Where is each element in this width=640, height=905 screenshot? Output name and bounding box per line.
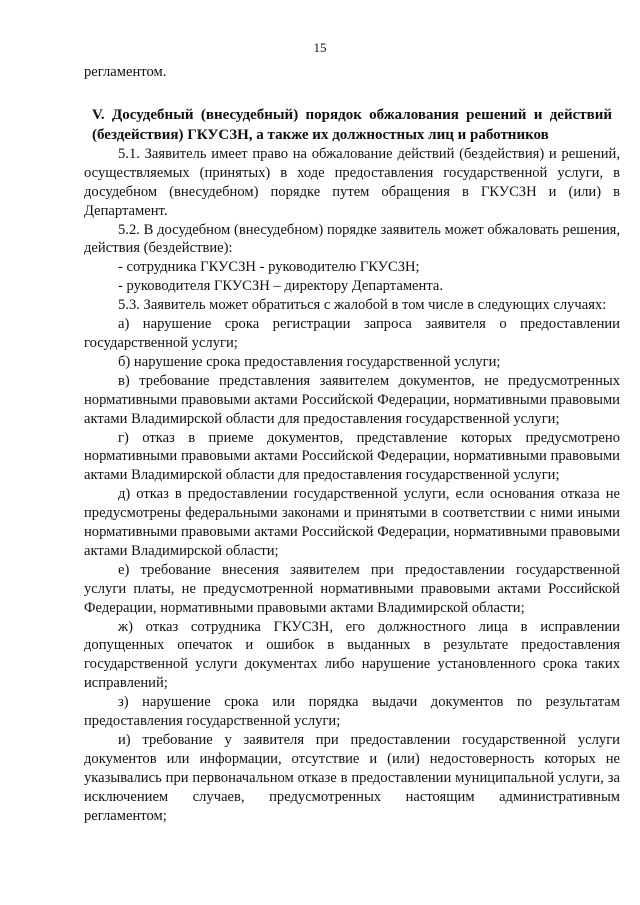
paragraph-5-1: 5.1. Заявитель имеет право на обжалование действий (бездействия) и решений, осуществляемых (принятых) в ходе предоставления государственной услуги, в досудебном (внесудебном) порядке путем обращения в ГКУСЗН и (или) в Департамент. (84, 145, 620, 219)
list-item-b: б) нарушение срока предоставления государственной услуги; (118, 353, 501, 370)
list-item-a: а) нарушение срока регистрации запроса заявителя о предоставлении государственной услуги; (84, 316, 620, 351)
list-item-g: г) отказ в приеме документов, представление которых предусмотрено нормативными правовыми актами Российской Федерации, нормативными правовыми актами Владимирской области для предоставления государственной услуги; (84, 429, 620, 484)
list-item-i: и) требование у заявителя при предоставлении государственной услуги документов или информации, отсутствие и (или) недостоверность которых не указывались при первоначальном отказе в предоставлении муниципальной услуги, за исключением случаев, предусмотренных настоящим административным регламентом; (84, 732, 620, 824)
section-heading: V. Досудебный (внесудебный) порядок обжалования решений и действий (бездействия) ГКУСЗН, а также их должностных лиц и работников (92, 106, 612, 143)
list-item-z: з) нарушение срока или порядка выдачи документов по результатам предоставления государственной услуги; (84, 694, 620, 730)
paragraph-5-2-dash-2: - руководителя ГКУСЗН – директору Департамента. (118, 278, 444, 295)
page-number: 15 (313, 40, 327, 55)
list-item-v: в) требование представления заявителем документов, не предусмотренных нормативными правовыми актами Российской Федерации, нормативными правовыми актами Владимирской области для предоставления государственной услуги; (84, 372, 620, 427)
paragraph-5-2: 5.2. В досудебном (внесудебном) порядке заявитель может обжаловать решения, действия (бездействие): (84, 221, 620, 257)
list-item-e: е) требование внесения заявителем при предоставлении государственной услуги платы, не предусмотренной нормативными правовыми актами Российской Федерации, нормативными правовыми актами Владимирской области; (84, 561, 620, 616)
paragraph-5-3: 5.3. Заявитель может обратиться с жалобой в том числе в следующих случаях: (118, 297, 607, 314)
continuation-text: регламентом. (84, 64, 167, 80)
list-item-zh: ж) отказ сотрудника ГКУСЗН, его должностного лица в исправлении допущенных опечаток и ошибок в выданных в результате предоставления государственной услуги документах либо нарушение установленного срока таких исправлений; (84, 618, 620, 692)
document-body (84, 63, 620, 826)
paragraph-5-2-dash-1: - сотрудника ГКУСЗН - руководителю ГКУСЗН; (118, 259, 420, 276)
list-item-d: д) отказ в предоставлении государственной услуги, если основания отказа не предусмотрены федеральными законами и принятыми в соответствии с ними иными нормативными правовыми актами Российской Федерации, нормативными правовыми актами Владимирской области; (84, 486, 620, 559)
